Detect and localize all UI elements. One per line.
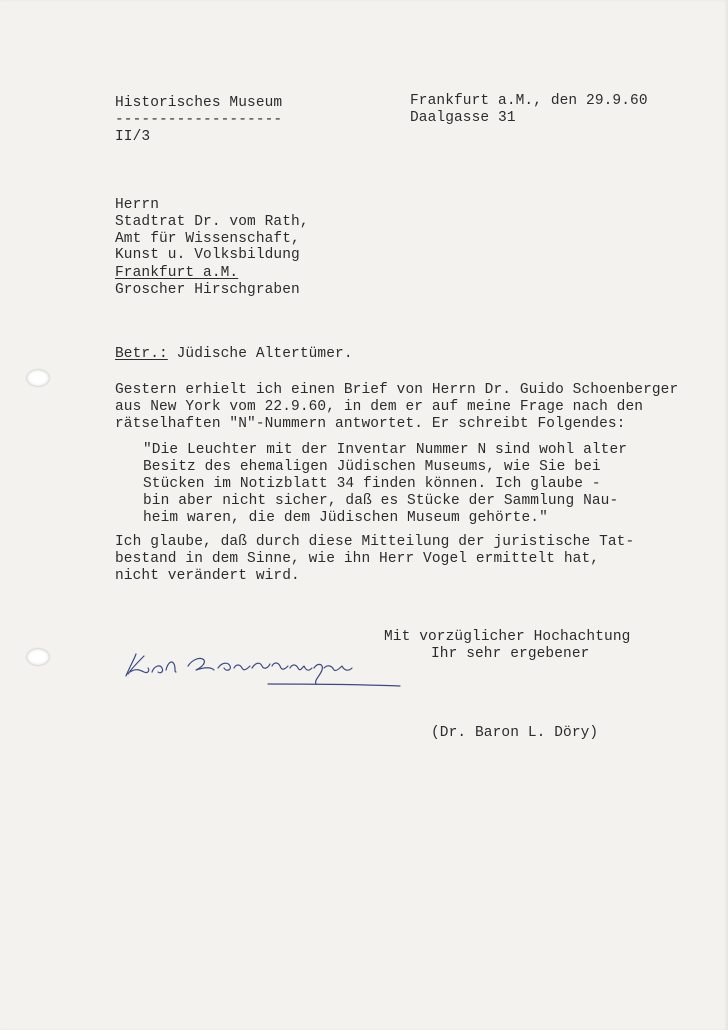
recipient-office: Amt für Wissenschaft, (115, 231, 300, 247)
subject-text: Jüdische Altertümer. (167, 346, 353, 362)
quote-line: bin aber nicht sicher, daß es Stücke der Sammlung Nau- (143, 493, 619, 509)
closing-greeting: Mit vorzüglicher Hochachtung (384, 629, 631, 645)
subject-line (115, 345, 353, 364)
recipient-department: Kunst u. Volksbildung (115, 247, 300, 263)
body-line: rätselhaften "N"-Nummern antwortet. Er schreibt Folgendes: (115, 416, 626, 432)
body-line: Gestern erhielt ich einen Brief von Herrn Dr. Guido Schoenberger (115, 382, 679, 398)
recipient-city: Frankfurt a.M. (115, 265, 239, 281)
recipient-street: Groscher Hirschgraben (115, 282, 300, 298)
body-line: nicht verändert wird. (115, 568, 300, 584)
handwritten-signature (118, 638, 408, 698)
sender-reference: II/3 (115, 129, 151, 145)
sender-rule: ------------------- (115, 112, 283, 128)
quote-line: Stücken im Notizblatt 34 finden können. Ich glaube - (143, 476, 601, 492)
punch-hole-bottom (27, 649, 49, 665)
closing-phrase: Ihr sehr ergebener (431, 646, 590, 662)
body-line: bestand in dem Sinne, wie ihn Herr Vogel ermittelt hat, (115, 551, 600, 567)
quote-line: "Die Leuchter mit der Inventar Nummer N sind wohl alter (143, 442, 628, 458)
body-line: Ich glaube, daß durch diese Mitteilung der juristische Tat- (115, 534, 635, 550)
sender-street: Daalgasse 31 (410, 110, 516, 126)
body-line: aus New York vom 22.9.60, in dem er auf meine Frage nach den (115, 399, 644, 415)
sender-institution: Historisches Museum (115, 95, 283, 111)
recipient-name: Stadtrat Dr. vom Rath, (115, 214, 309, 230)
place-date: Frankfurt a.M., den 29.9.60 (410, 93, 648, 109)
quote-line: heim waren, die dem Jüdischen Museum gehörte." (143, 510, 548, 526)
subject-label: Betr.: (115, 346, 168, 362)
signatory-name: (Dr. Baron L. Döry) (431, 725, 599, 741)
punch-hole-top (27, 370, 49, 386)
recipient-salutation: Herrn (115, 197, 160, 213)
quote-line: Besitz des ehemaligen Jüdischen Museums, wie Sie bei (143, 459, 601, 475)
